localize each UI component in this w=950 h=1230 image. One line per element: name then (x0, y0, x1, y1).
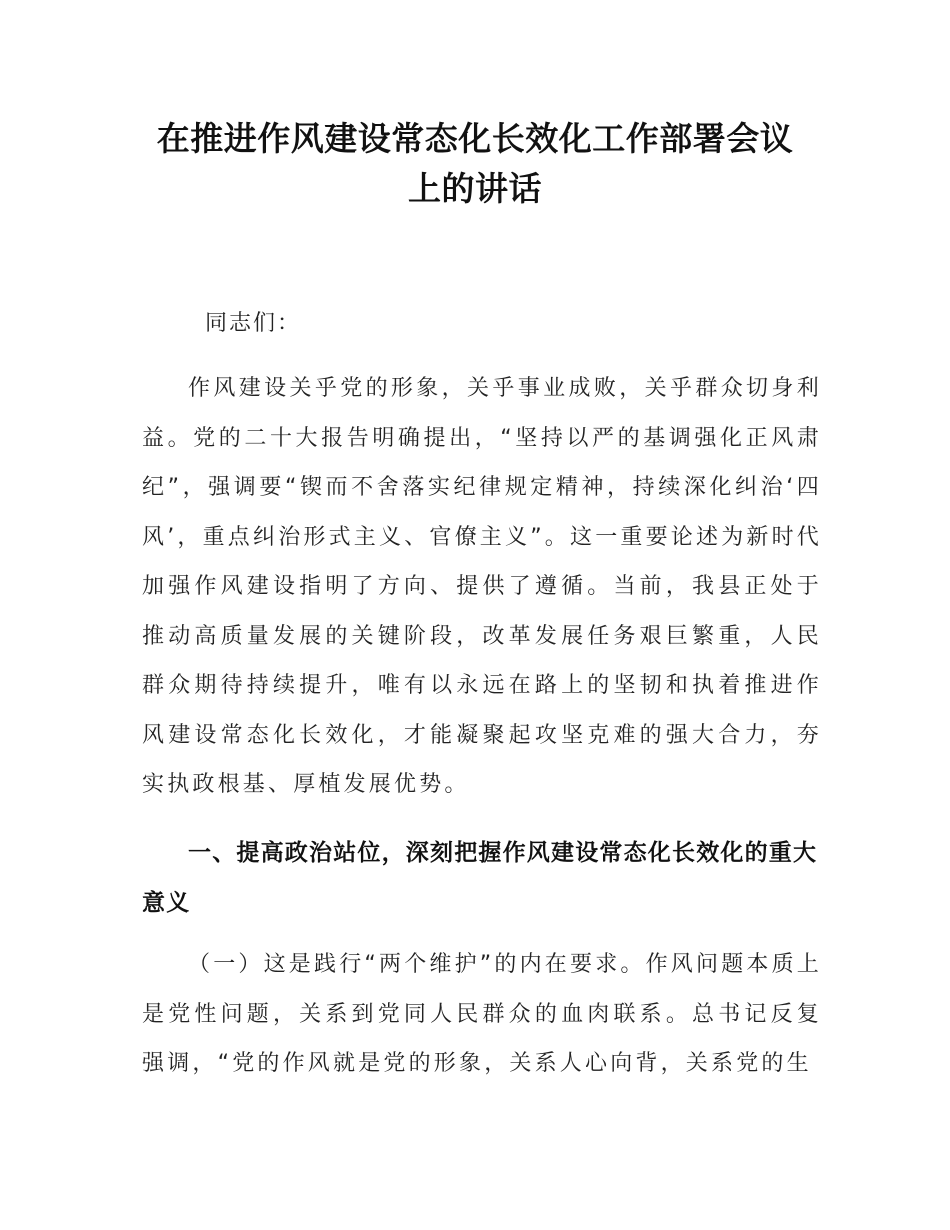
body-paragraph-2: （一）这是践行“两个维护”的内在要求。作风问题本质上是党性问题，关系到党同人民群众的血肉联系。总书记反复强调，“党的作风就是党的形象，关系人心向背，关系党的生 (142, 952, 822, 1076)
salutation: 同志们： (205, 311, 302, 336)
document-title-line-1: 在推进作风建设常态化长效化工作部署会议 (156, 119, 794, 158)
body-paragraph-1: 作风建设关乎党的形象，关乎事业成败，关乎群众切身利益。党的二十大报告明确提出，“坚持以严的基调强化正风肃纪”，强调要“锲而不舍落实纪律规定精神，持续深化纠治‘四风’，重点纠治形式主义、官僚主义”。这一重要论述为新时代加强作风建设指明了方向、提供了遵循。当前，我县正处于推动高质量发展的关键阶段，改革发展任务艰巨繁重，人民群众期待持续提升，唯有以永远在路上的坚韧和执着推进作风建设常态化长效化，才能凝聚起攻坚克难的强大合力，夯实执政根基、厚植发展优势。 (142, 376, 822, 797)
section-heading-1: 一、提高政治站位，深刻把握作风建设常态化长效化的重大意义 (142, 839, 818, 916)
document-title-line-2: 上的讲话 (408, 169, 542, 208)
